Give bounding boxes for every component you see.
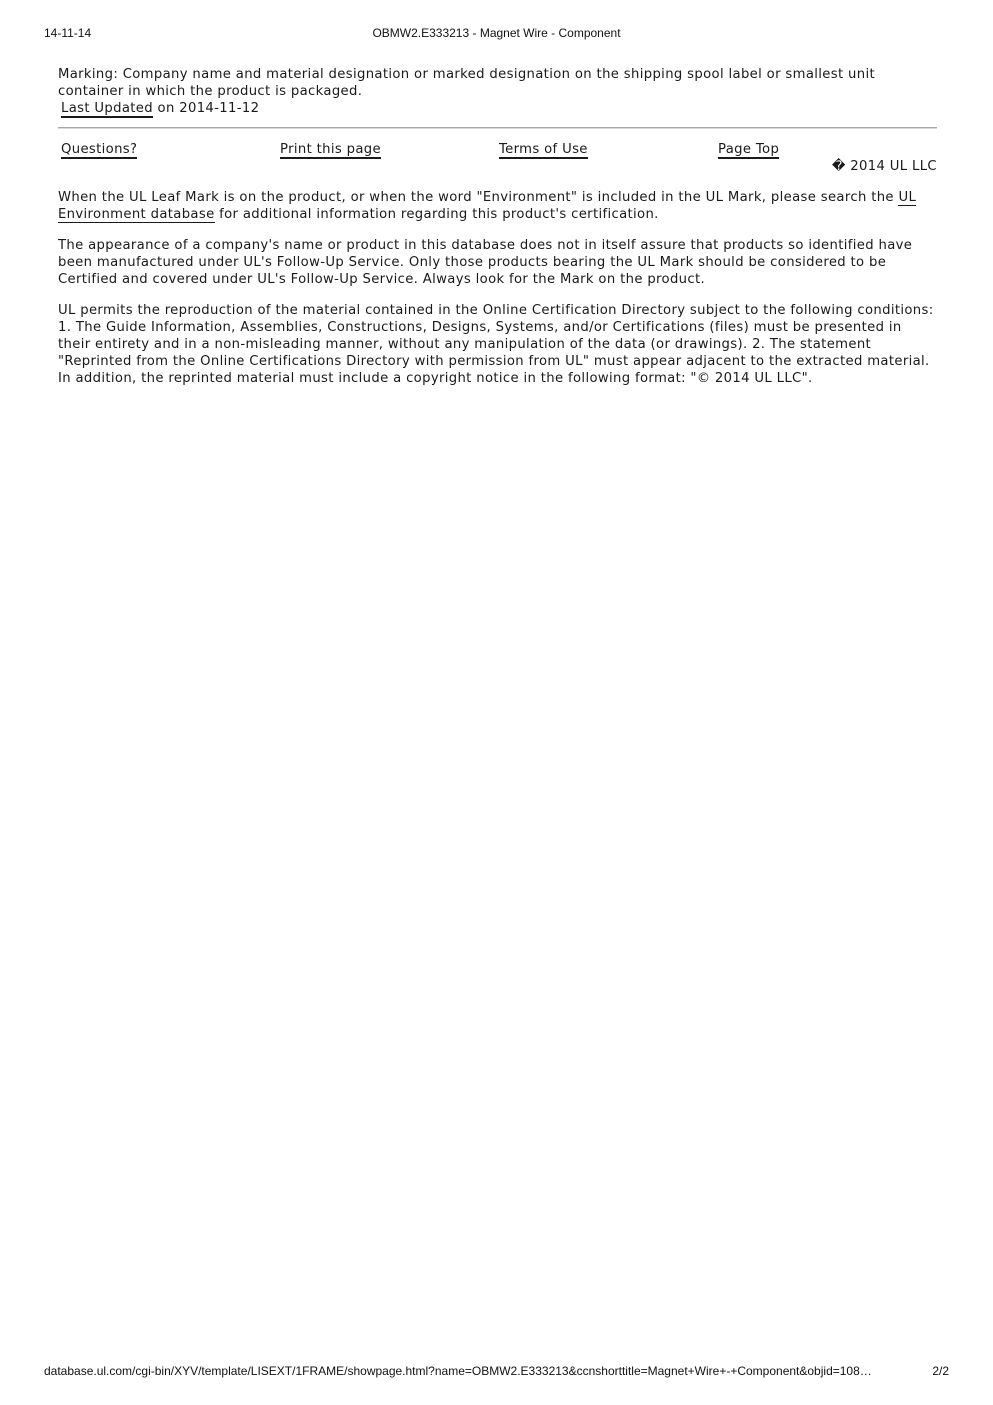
- footer-links: [58, 141, 937, 158]
- page-number: 2/2: [932, 1364, 949, 1378]
- footer-link-cell: [280, 141, 499, 158]
- horizontal-divider: [58, 127, 937, 129]
- environment-text-after: for additional information regarding this product's certification.: [214, 207, 659, 222]
- copyright-notice: � 2014 UL LLC: [831, 159, 937, 174]
- footer-link-cell: [718, 141, 937, 158]
- marking-text: Marking: Company name and material designation or marked designation on the shipping spool label or smallest unit container in which the product is packaged.: [58, 67, 875, 99]
- print-date: 14-11-14: [44, 26, 92, 40]
- last-updated-date: on 2014-11-12: [153, 101, 260, 116]
- page-content: [58, 66, 937, 387]
- print-page-title: OBMW2.E333213 - Magnet Wire - Component: [372, 26, 621, 40]
- questions-link[interactable]: Questions?: [61, 142, 138, 157]
- reproduction-permission-paragraph: UL permits the reproduction of the material contained in the Online Certification Directory subject to the following conditions: 1. The Guide Information, Assemblies, Constructions, Designs, Systems, and/or Certifications (files) must be presented in their entirety and in a non-misleading manner, without any manipulation of the data (or drawings). 2. The statement "Reprinted from the Online Certifications Directory with permission from UL" must appear adjacent to the extracted material. In addition, the reprinted material must include a copyright notice in the following format: "© 2014 UL LLC".: [58, 303, 934, 386]
- terms-of-use-link[interactable]: Terms of Use: [499, 142, 588, 157]
- environment-text-before: When the UL Leaf Mark is on the product, or when the word "Environment" is included in the UL Mark, please search the: [58, 190, 899, 205]
- footer-link-cell: [61, 141, 280, 158]
- environment-paragraph: [58, 189, 937, 223]
- appearance-paragraph: The appearance of a company's name or product in this database does not in itself assure that products so identified have been manufactured under UL's Follow-Up Service. Only those products bearing the UL Mark should be considered to be Certified and covered under UL's Follow-Up Service. Always look for the Mark on the product.: [58, 238, 913, 287]
- last-updated-line: [58, 100, 937, 117]
- print-footer: [44, 1364, 949, 1380]
- last-updated-link[interactable]: Last Updated: [61, 101, 153, 116]
- page-top-link[interactable]: Page Top: [718, 142, 780, 157]
- footer-link-cell: [499, 141, 718, 158]
- ul-environment-database-link[interactable]: UL Environment database: [58, 190, 917, 222]
- print-header: [44, 26, 949, 42]
- print-page-link[interactable]: Print this page: [280, 142, 381, 157]
- print-url: database.ul.com/cgi-bin/XYV/template/LISEXT/1FRAME/showpage.html?name=OBMW2.E333213&ccnshorttitle=Magnet+Wire+-+Component&objid=108…: [44, 1364, 872, 1378]
